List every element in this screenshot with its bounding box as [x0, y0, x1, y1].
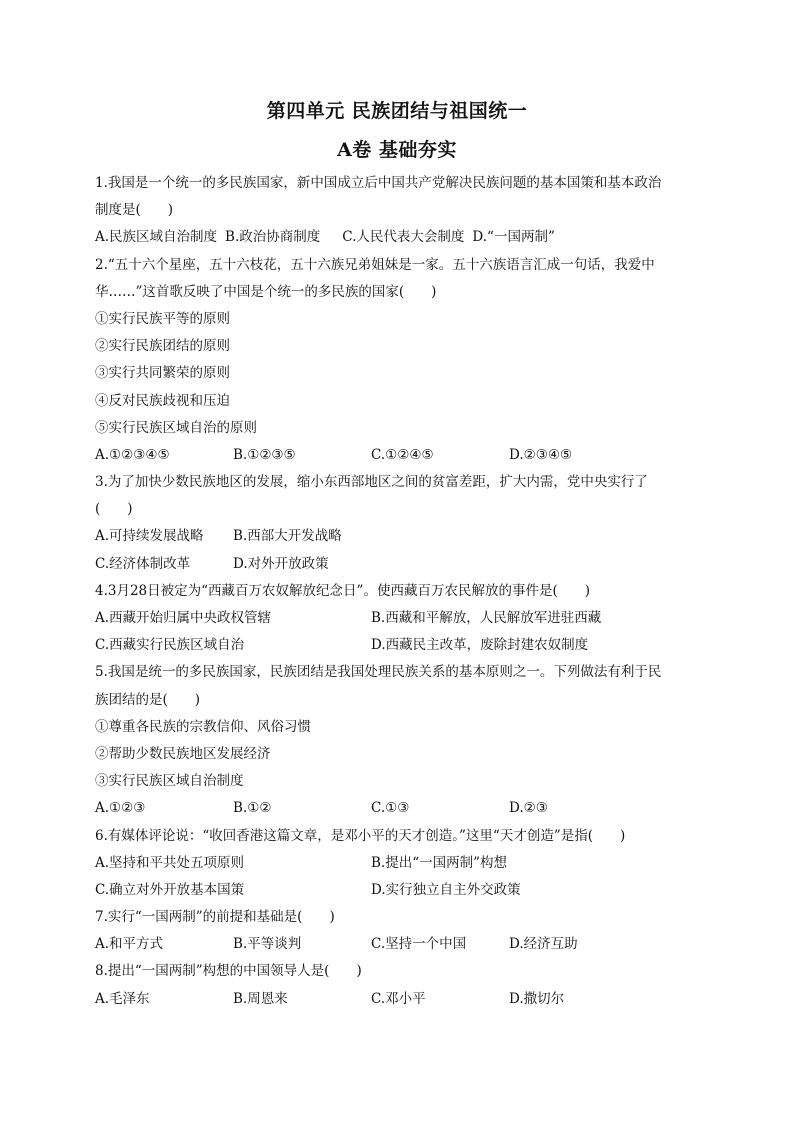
statement-item: ②实行民族团结的原则 — [95, 338, 230, 355]
statement-item: ③实行民族区域自治制度 — [95, 773, 244, 790]
question-8 — [95, 958, 695, 1012]
question-4 — [95, 578, 695, 660]
option-b: B.平等谈判 — [233, 936, 302, 953]
question-3 — [95, 469, 695, 578]
option-c: C.人民代表大会制度 — [342, 229, 465, 246]
option-a: A.坚持和平共处五项原则 — [95, 854, 245, 871]
option-row — [95, 224, 695, 251]
option-b: B.政治协商制度 — [225, 229, 321, 246]
option-c: C.①③ — [371, 800, 410, 817]
statement-item: ①尊重各民族的宗教信仰、风俗习惯 — [95, 718, 311, 735]
option-c: C.坚持一个中国 — [371, 936, 467, 953]
page-title: 第四单元 民族团结与祖国统一 — [266, 100, 528, 122]
statement-item: ①实行民族平等的原则 — [95, 310, 230, 327]
option-b: B.①② — [233, 800, 272, 817]
option-a: A.西藏开始归属中央政权管辖 — [95, 610, 272, 626]
option-d: D.撒切尔 — [509, 990, 565, 1007]
option-row — [95, 931, 695, 958]
option-row — [95, 605, 695, 632]
statement-item: ④反对民族歧视和压迫 — [95, 392, 230, 409]
question-list — [95, 170, 695, 1013]
option-c: C.西藏实行民族区域自治 — [95, 637, 245, 654]
option-c: C.①②④⑤ — [371, 446, 434, 463]
question-stem-cont: 华……”这首歌反映了中国是个统一的多民族的国家( ) — [95, 283, 437, 300]
statement-item: ③实行共同繁荣的原则 — [95, 365, 230, 382]
question-stem: 4.3月28日被定为“西藏百万农奴解放纪念日”。使西藏百万农民解放的事件是( ) — [95, 582, 590, 599]
question-7 — [95, 904, 695, 958]
option-a: A.和平方式 — [95, 936, 164, 953]
option-row — [95, 632, 695, 659]
question-stem-cont: ( ) — [95, 501, 133, 518]
option-a: A.①②③④⑤ — [95, 446, 170, 463]
option-row — [95, 523, 695, 550]
option-d: D.②③④⑤ — [509, 446, 573, 463]
question-2 — [95, 252, 695, 470]
option-c: C.经济体制改革 — [95, 555, 191, 572]
question-stem: 2.“五十六个星座，五十六枝花，五十六族兄弟姐妹是一家。五十六族语言汇成一句话，我爱中 — [95, 256, 655, 273]
option-d: D.“一国两制” — [472, 229, 555, 246]
question-stem: 7.实行“一国两制”的前提和基础是( ) — [95, 909, 335, 926]
statement-item: ⑤实行民族区域自治的原则 — [95, 419, 257, 436]
option-a: A.①②③ — [95, 800, 146, 817]
question-stem: 1.我国是一个统一的多民族国家，新中国成立后中国共产党解决民族问题的基本国策和基本政治 — [95, 175, 662, 191]
question-stem: 6.有媒体评论说：“收回香港这篇文章，是邓小平的天才创造。”这里“天才创造”是指( ) — [95, 827, 626, 844]
option-a: A.毛泽东 — [95, 990, 150, 1007]
option-d: D.实行独立自主外交政策 — [371, 881, 521, 898]
question-1 — [95, 170, 695, 252]
question-stem-cont: 族团结的是( ) — [95, 691, 201, 708]
question-stem: 5.我国是统一的多民族国家，民族团结是我国处理民族关系的基本原则之一。下列做法有利于民 — [95, 664, 662, 681]
statement-item: ②帮助少数民族地区发展经济 — [95, 745, 271, 762]
option-row — [95, 986, 695, 1013]
option-b: B.西藏和平解放，人民解放军进驻西藏 — [371, 610, 602, 626]
question-6 — [95, 823, 695, 905]
option-d: D.经济互助 — [509, 936, 578, 953]
option-d: D.②③ — [509, 800, 548, 817]
option-a: A.可持续发展战略 — [95, 528, 204, 545]
option-b: B.提出“一国两制”构想 — [371, 854, 508, 871]
option-c: C.确立对外开放基本国策 — [95, 881, 245, 898]
question-stem-cont: 制度是( ) — [95, 202, 174, 219]
option-d: D.对外开放政策 — [233, 555, 329, 572]
option-row — [95, 442, 695, 469]
option-row — [95, 877, 695, 904]
option-row — [95, 795, 695, 822]
option-b: B.西部大开发战略 — [233, 528, 342, 545]
option-d: D.西藏民主改革，废除封建农奴制度 — [371, 637, 589, 654]
option-c: C.邓小平 — [371, 990, 426, 1007]
option-row — [95, 551, 695, 578]
question-stem: 3.为了加快少数民族地区的发展，缩小东西部地区之间的贫富差距，扩大内需，党中央实行了 — [95, 474, 648, 491]
option-b: B.①②③⑤ — [233, 446, 296, 463]
option-b: B.周恩来 — [233, 990, 288, 1007]
question-stem: 8.提出“一国两制”构想的中国领导人是( ) — [95, 963, 362, 980]
option-a: A.民族区域自治制度 — [95, 229, 218, 246]
page-subtitle: A卷 基础夯实 — [337, 139, 457, 161]
question-5 — [95, 659, 695, 822]
option-row — [95, 850, 695, 877]
